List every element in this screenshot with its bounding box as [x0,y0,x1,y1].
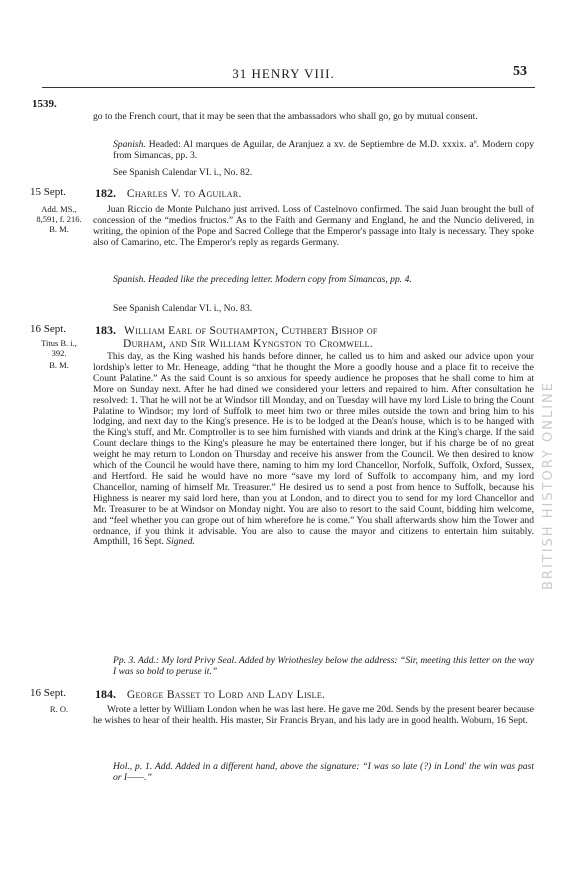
intro-see: See Spanish Calendar VI. i., No. 82. [113,167,253,178]
page-number: 53 [513,64,527,79]
margin-ref-line: B. M. [49,360,69,370]
entry-183-number: 183. [95,323,116,337]
margin-ref-line: B. M. [49,224,69,234]
entry-182-number: 182. [95,186,116,200]
entry-183-title-line1: William Earl of Southampton, Cuthbert Bishop of [124,325,378,337]
margin-ref-line: Titus B. i., [41,338,77,348]
margin-ref-line: Add. MS., [41,204,77,214]
margin-ref-line: R. O. [49,704,69,714]
entry-184-number: 184. [95,687,116,701]
entry-182-note: Spanish. Headed like the preceding letter. Modern copy from Simancas, pp. 4. [113,274,412,285]
entry-183-body-text: This day, as the King washed his hands before dinner, he called us to him and asked our advice upon your lordship's letter to Mr. Heneage, adding “that he thought the More a goodly house and a place fit to receive the Count Palatine.” As the said Count is so anxious for speedy audience he proposes that he shall come to him at More on Sunday next. After he had dined we considered your letters and repaired to him. After consultation he resolved: 1. That he will not be at Windsor till Monday, and on Tuesday will have my lord Lisle to bring the Count Palatine to Windsor; my lord of Suffolk to meet him two or three miles outside the town and bring him to his lodging, and next day to the King's presence. He is to be lodged at the Dean's house, which is to be hanged with the King's stuff, and Mr. Comptroller is to see him furnished with viands and drink at the King's charge. If the said Count declare things to the King's pleasure he may be entertained there longer, but if his charge be of no great weight he may return to London on Thursday and receive his answer from the Council. We then desired to know which of the Council he would have there, naming to him my lord Chancellor, Norfolk, Suffolk, Oxford, Sussex, and Hertford. He said he would have no more “save my lord of Suffolk to accompany him, and my lord Chancellor, naming of himself Mr. Treasurer.” He desired us to send a post from hence to Suffolk, because his Highness is nearer my said lord here, than you at London, and to direct you to send for my lord Chancellor and Mr. Treasurer to be at Windsor on Monday night. You are also to resort to the said Count, bidding him welcome, and “feel whether you can grope out of him wherefore he is come.” You shall afterwards show him the Tower and ordnance, if you think it advisable. You are also to cause the mayor and citizens to entertain him suitably. Ampthill, 16 Sept. [93,351,534,548]
margin-ref-line: 392. [51,348,67,358]
entry-183-title-line2: Durham, and Sir William Kyngston to Cromwell. [123,338,373,350]
entry-182-title: Charles V. to Aguilar. [126,188,242,200]
entry-184-body: Wrote a letter by William London when he was last here. He gave me 20d. Sends by the present bearer because he wishes to hear of their health. His master, Sir Francis Bryan, and his lady are in good health. Woburn, 16 Sept. [93,704,534,726]
entry-182-see: See Spanish Calendar VI. i., No. 83. [113,303,253,314]
entry-183-margin-ref [28,338,90,370]
entry-184-title: George Basset to Lord and Lady Lisle. [126,689,326,701]
entry-184-heading [95,688,325,702]
intro-text: go to the French court, that it may be seen that the ambassadors who shall go, go by mutual consent. [93,111,478,122]
page-header [0,66,567,86]
entry-183-note: Pp. 3. Add.: My lord Privy Seal. Added by Wriothesley below the address: “Sir, meeting this letter on the way I was so bold to peruse it.” [113,655,534,677]
entry-184-note: Hol., p. 1. Add. Added in a different hand, above the signature: “I was so late (?) in Lond' the win was past or I——.” [113,761,534,783]
entry-184-date: 16 Sept. [30,687,67,699]
entry-184-margin-ref [28,704,90,714]
entry-182-heading [95,187,242,201]
entry-182-margin-ref [28,204,90,234]
entry-183-date: 16 Sept. [30,323,67,335]
intro-note-rest: Headed: Al marques de Aguilar, de Aranjuez a xv. de Septiembre de M.D. xxxix. aº. Modern copy from Simancas, pp. 3. [113,139,534,161]
running-head: 31 HENRY VIII. [232,66,335,81]
margin-ref-line: 8,591, f. 216. [36,214,82,224]
entry-183-heading [95,324,535,351]
entry-182-date: 15 Sept. [30,186,67,198]
header-rule [42,87,535,88]
watermark: BRITISH HISTORY ONLINE [541,380,556,590]
intro-note [113,140,534,162]
year-marker: 1539. [32,98,57,110]
entry-183-body [93,352,534,548]
intro-note-lead: Spanish. [113,139,146,150]
entry-183-signed: Signed. [166,536,195,548]
entry-182-body: Juan Riccio de Monte Pulchano just arrived. Loss of Castelnovo confirmed. The said Juan brought the bull of concession of the “medios fructos.” As to the Faith and Germany and England, he and the Nuncio delivered, in writing, the opinion of the Pope and Sacred College that the Emperor's passage into Italy is necessary. They spoke also of Camarino, etc. The Emperor's reply as regards Germany. [93,204,534,248]
